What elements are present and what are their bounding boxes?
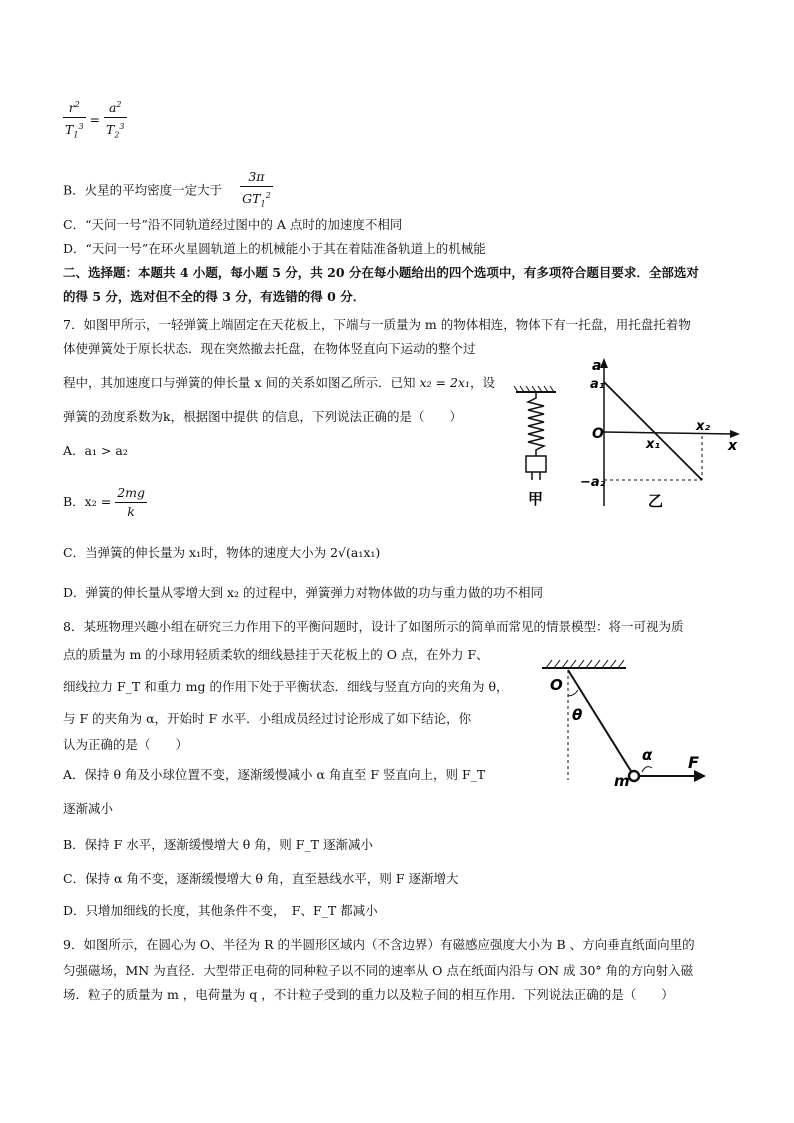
q8-option-d: D．只增加细线的长度，其他条件不变， F、F_T 都减小 <box>63 903 378 918</box>
q8-figure <box>526 656 712 792</box>
q8-line5: 认为正确的是（ ） <box>63 737 189 752</box>
q7-option-a: A．a₁ > a₂ <box>63 443 128 458</box>
q8-option-a1: A．保持 θ 角及小球位置不变，逐渐缓慢减小 α 角直至 F 竖直向上，则 F_T <box>63 767 486 782</box>
spring-diagram <box>514 386 556 508</box>
q7-figure <box>512 356 740 514</box>
q9-line3: 场．粒子的质量为 m ，电荷量为 q ，不计粒子受到的重力以及粒子间的相互作用．下列说法正确的是（ ） <box>63 987 674 1002</box>
q9-line1: 9．如图所示，在圆心为 O、半径为 R 的半圆形区域内（不含边界）有磁感应强度大小为 B 、方向垂直纸面向里的 <box>63 937 695 952</box>
label-x2: x₂ <box>696 419 711 434</box>
label-alpha: α <box>642 746 653 764</box>
section-heading-line2: 的得 5 分，选对但不全的得 3 分，有选错的得 0 分． <box>63 289 366 304</box>
q9-line2: 匀强磁场，MN 为直径．大型带正电荷的同种粒子以不同的速率从 O 点在纸面内沿与 ON 成 30° 角的方向射入磁 <box>63 963 694 978</box>
section-heading-line1: 二、选择题：本题共 4 小题，每小题 5 分，共 20 分在每小题给出的四个选项中，有多项符合题目要求．全部选对 <box>63 265 699 280</box>
label-minus-a2: −a₂ <box>580 475 606 490</box>
label-jia: 甲 <box>528 490 544 508</box>
q7-line4: 弹簧的劲度系数为k，根据图中提供 的信息，下列说法正确的是（ ） <box>63 409 463 424</box>
kepler-formula: $\frac{r^2}{T_1^3}$ = $\frac{a^2}{T_2^3}$ <box>63 96 127 145</box>
q7-option-c: C．当弹簧的伸长量为 x₁时，物体的速度大小为 2√(a₁x₁) <box>63 545 381 560</box>
q7-option-d: D．弹簧的伸长量从零增大到 x₂ 的过程中，弹簧弹力对物体做的功与重力做的功不相同 <box>63 585 544 600</box>
label-origin: O <box>592 426 604 442</box>
label-point-o: O <box>550 676 563 694</box>
q8-line1: 8．某班物理兴趣小组在研究三力作用下的平衡问题时，设计了如图所示的简单而常见的情景模型：将一可视为质 <box>63 619 684 634</box>
q8-option-c: C．保持 α 角不变，逐渐缓慢增大 θ 角，直至悬线水平，则 F 逐渐增大 <box>63 871 459 886</box>
q8-line3: 细线拉力 F_T 和重力 mg 的作用下处于平衡状态．细线与竖直方向的夹角为 θ， <box>63 679 509 694</box>
option-b-density: B．火星的平均密度一定大于 $\frac{3\pi}{GT_1^2}$ <box>63 169 271 209</box>
q7-option-b: B．x₂ = $\frac{2mg}{k}$ <box>63 485 145 519</box>
label-a1: a₁ <box>590 377 605 392</box>
label-mass: m <box>614 772 630 790</box>
q8-line2: 点的质量为 m 的小球用轻质柔软的细线悬挂于天花板上的 O 点，在外力 F、 <box>63 647 489 662</box>
q7-line3: 程中，其加速度口与弹簧的伸长量 x 间的关系如图乙所示．已知 x₂ = 2x₁，设 <box>63 375 495 390</box>
label-theta: θ <box>572 706 583 724</box>
label-x-axis: x <box>728 438 738 454</box>
option-d: D．“天问一号”在环火星圆轨道上的机械能小于其在着陆准备轨道上的机械能 <box>63 241 486 256</box>
q8-option-a2: 逐渐减小 <box>63 801 114 816</box>
label-force-f: F <box>688 753 699 772</box>
label-a-axis: a <box>592 358 602 374</box>
acceleration-graph <box>580 358 740 510</box>
q7-line2: 体使弹簧处于原长状态．现在突然撤去托盘，在物体竖直向下运动的整个过 <box>63 341 476 356</box>
q7-line1: 7．如图甲所示，一轻弹簧上端固定在天花板上，下端与一质量为 m 的物体相连，物体下有一托盘，用托盘托着物 <box>63 317 691 332</box>
label-x1: x₁ <box>646 437 661 452</box>
q8-option-b: B．保持 F 水平，逐渐缓慢增大 θ 角，则 F_T 逐渐减小 <box>63 837 373 852</box>
option-c: C．“天问一号”沿不同轨道经过图中的 A 点时的加速度不相同 <box>63 217 403 232</box>
q8-line4: 与 F 的夹角为 α，开始时 F 水平．小组成员经过讨论形成了如下结论，你 <box>63 711 472 726</box>
label-yi: 乙 <box>648 492 664 510</box>
